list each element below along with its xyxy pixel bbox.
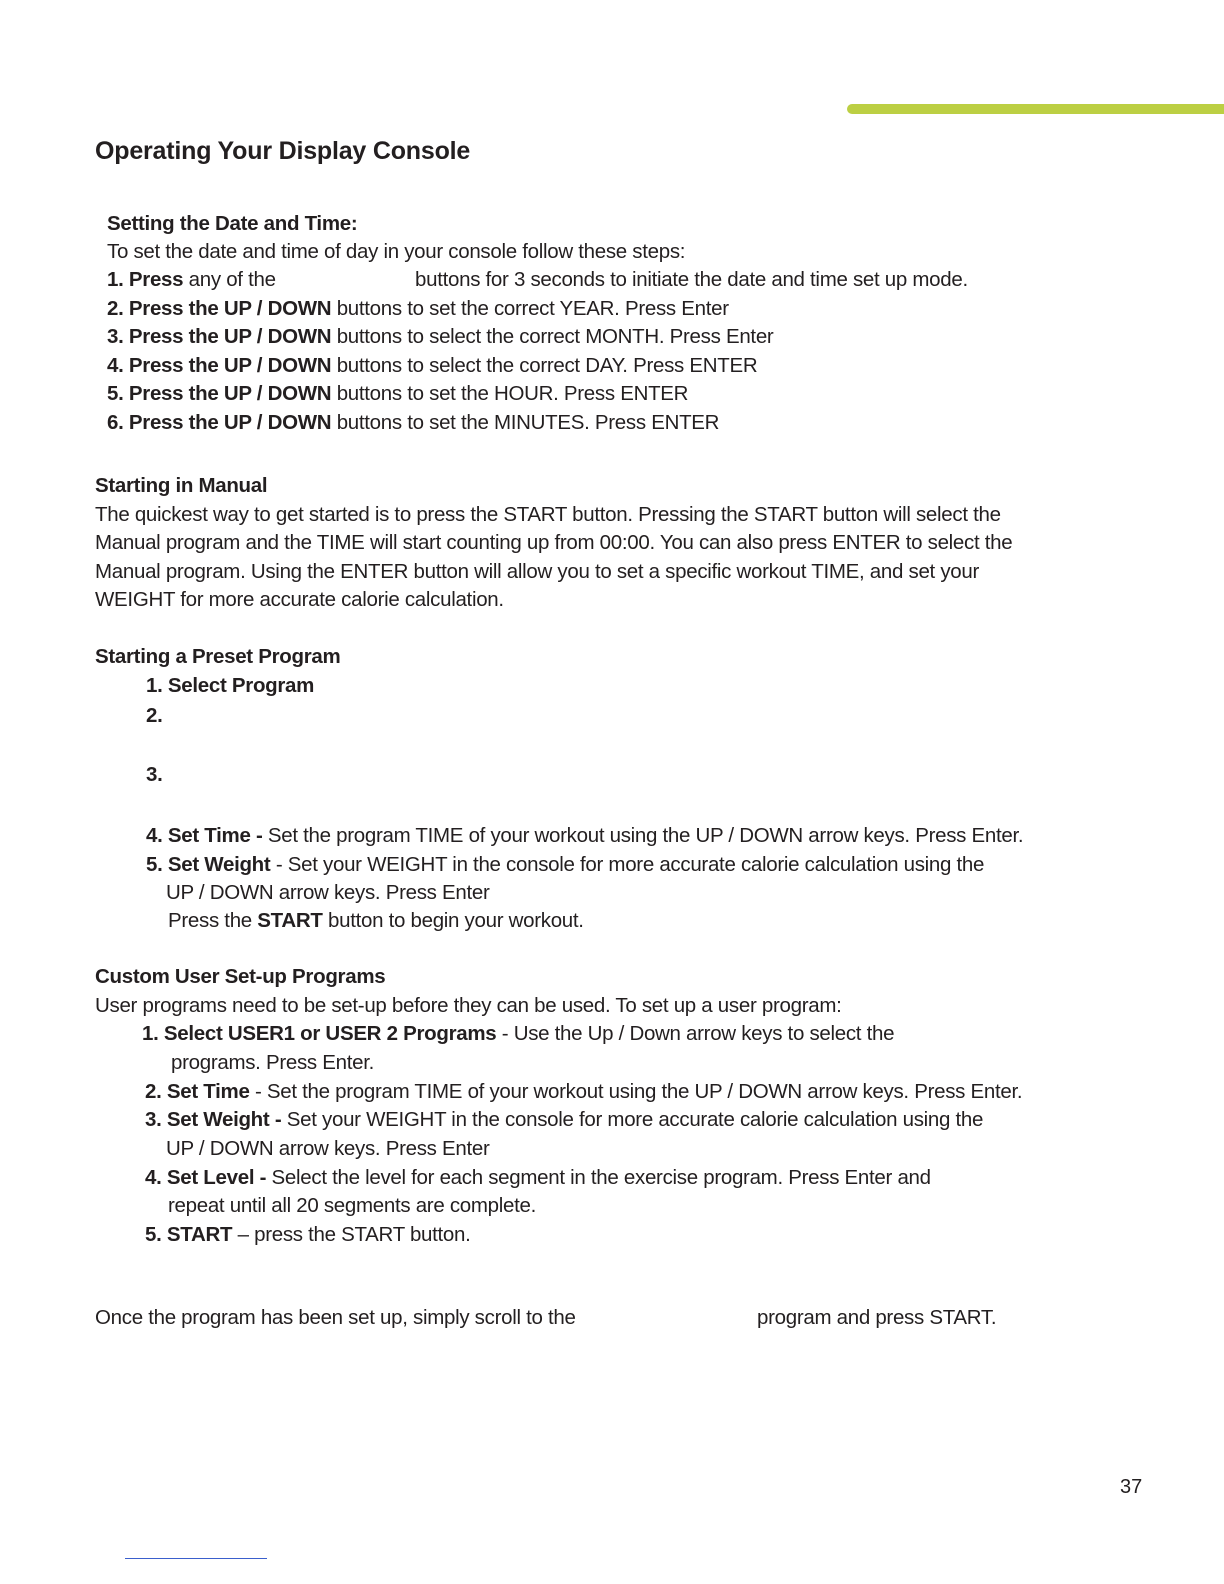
- step-label: 1. Press: [107, 268, 184, 291]
- date-time-step-6: [107, 409, 719, 437]
- page-title: Operating Your Display Console: [95, 137, 471, 165]
- start-keyword: START: [257, 909, 323, 932]
- date-time-step-1: [107, 266, 276, 294]
- step-text: buttons to set the correct YEAR. Press Enter: [331, 297, 729, 320]
- step-label: 2. Set Time: [145, 1080, 250, 1103]
- manual-line: Manual program and the TIME will start counting up from 00:00. You can also press ENTER to select the: [95, 531, 1013, 554]
- preset-step-4: [146, 822, 1023, 850]
- step-text: Select the level for each segment in the exercise program. Press Enter and: [266, 1166, 931, 1189]
- preset-start-instruction: [168, 907, 584, 935]
- step-text: buttons to select the correct MONTH. Press Enter: [331, 325, 774, 348]
- manual-line: Manual program. Using the ENTER button will allow you to set a specific workout TIME, and set your: [95, 560, 980, 583]
- step-label: 5. Set Weight: [146, 853, 271, 876]
- custom-intro: User programs need to be set-up before they can be used. To set up a user program:: [95, 994, 842, 1017]
- step-text: Set your WEIGHT in the console for more accurate calorie calculation using the: [281, 1108, 984, 1131]
- custom-heading: Custom User Set-up Programs: [95, 965, 386, 988]
- step-label: 6. Press the UP / DOWN: [107, 411, 332, 434]
- custom-outro-continued: program and press START.: [757, 1306, 997, 1329]
- custom-step-1: [142, 1020, 894, 1048]
- start-text: Press the: [168, 909, 258, 932]
- date-time-intro: To set the date and time of day in your console follow these steps:: [107, 240, 686, 263]
- custom-step-4-continued: repeat until all 20 segments are complete.: [168, 1194, 537, 1217]
- start-text: button to begin your workout.: [322, 909, 584, 932]
- step-text: - Set your WEIGHT in the console for more accurate calorie calculation using the: [270, 853, 985, 876]
- step-text: buttons to select the correct DAY. Press ENTER: [331, 354, 758, 377]
- custom-step-2: [145, 1078, 1022, 1106]
- preset-step-5-continued: UP / DOWN arrow keys. Press Enter: [166, 881, 490, 904]
- accent-bar: [847, 104, 1224, 114]
- date-time-step-1-continued: buttons for 3 seconds to initiate the date and time set up mode.: [415, 268, 968, 291]
- preset-step-3: 3.: [146, 763, 163, 786]
- step-label: 3. Press the UP / DOWN: [107, 325, 332, 348]
- step-text: any of the: [183, 268, 276, 291]
- custom-step-3-continued: UP / DOWN arrow keys. Press Enter: [166, 1137, 490, 1160]
- custom-step-3: [145, 1106, 983, 1134]
- custom-step-1-continued: programs. Press Enter.: [171, 1051, 375, 1074]
- custom-step-5: [145, 1221, 471, 1249]
- step-text: - Use the Up / Down arrow keys to select the: [496, 1022, 895, 1045]
- step-label: 5. Press the UP / DOWN: [107, 382, 332, 405]
- step-text: - Set the program TIME of your workout using the UP / DOWN arrow keys. Press Enter.: [249, 1080, 1023, 1103]
- step-label: 4. Set Level -: [145, 1166, 267, 1189]
- step-label: 5. START: [145, 1223, 233, 1246]
- custom-step-4: [145, 1164, 931, 1192]
- step-label: 3. Set Weight -: [145, 1108, 282, 1131]
- preset-step-2: 2.: [146, 704, 163, 727]
- manual-line: The quickest way to get started is to press the START button. Pressing the START button will select the: [95, 503, 1001, 526]
- date-time-step-5: [107, 380, 688, 408]
- step-text: Set the program TIME of your workout using the UP / DOWN arrow keys. Press Enter.: [262, 824, 1024, 847]
- date-time-step-2: [107, 295, 729, 323]
- footer-rule: [125, 1558, 267, 1559]
- step-label: 2. Press the UP / DOWN: [107, 297, 332, 320]
- manual-line: WEIGHT for more accurate calorie calculation.: [95, 588, 504, 611]
- preset-step-5: [146, 851, 984, 879]
- step-label: 4. Set Time -: [146, 824, 263, 847]
- step-text: buttons to set the HOUR. Press ENTER: [331, 382, 689, 405]
- preset-heading: Starting a Preset Program: [95, 645, 341, 668]
- page-number: 37: [1120, 1476, 1143, 1498]
- step-label: 4. Press the UP / DOWN: [107, 354, 332, 377]
- step-text: buttons to set the MINUTES. Press ENTER: [331, 411, 720, 434]
- date-time-heading: Setting the Date and Time:: [107, 212, 358, 235]
- date-time-step-4: [107, 352, 757, 380]
- preset-step-1: 1. Select Program: [146, 674, 315, 697]
- step-text: – press the START button.: [232, 1223, 471, 1246]
- date-time-step-3: [107, 323, 773, 351]
- step-label: 1. Select USER1 or USER 2 Programs: [142, 1022, 497, 1045]
- manual-heading: Starting in Manual: [95, 474, 268, 497]
- custom-outro: Once the program has been set up, simply scroll to the: [95, 1306, 576, 1329]
